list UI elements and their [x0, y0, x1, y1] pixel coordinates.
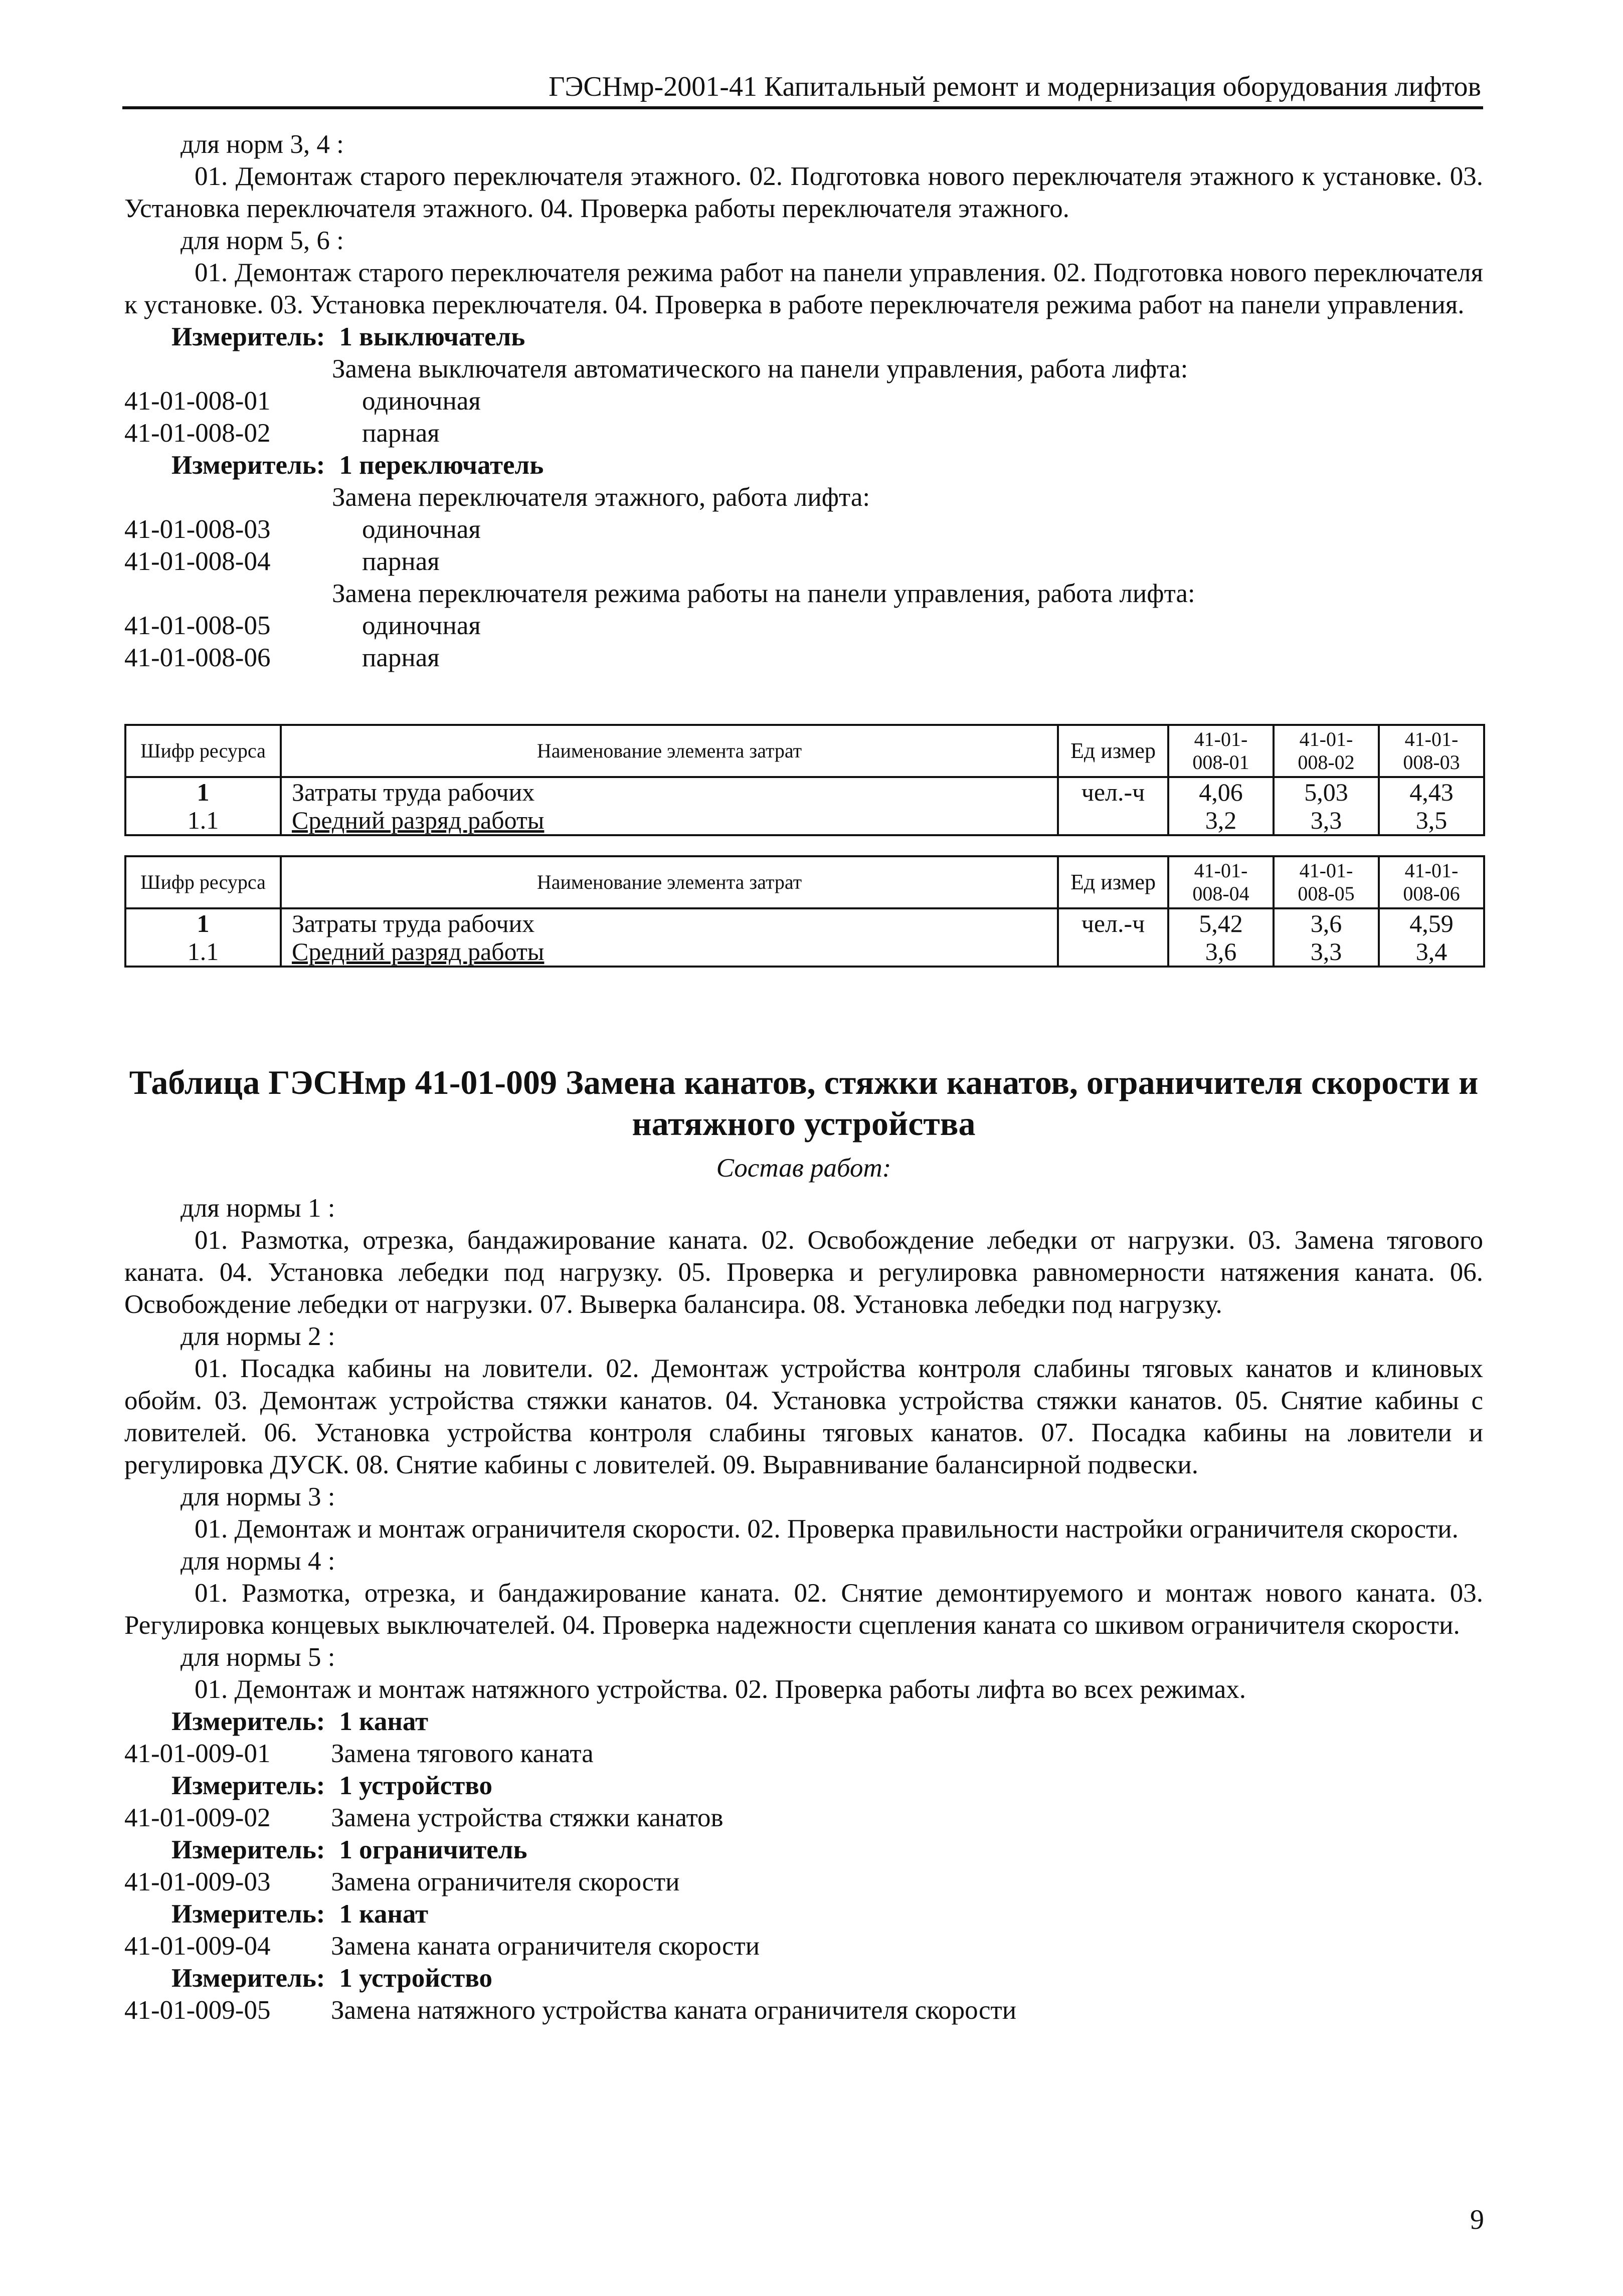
- column-header-norm: [1379, 725, 1484, 777]
- work-paragraph: 01. Демонтаж старого переключателя этажного. 02. Подготовка нового переключателя этажного к установке. 03. Установка переключателя этажного. 04. Проверка работы переключателя этажного.: [124, 162, 1483, 223]
- norm-label: для нормы 3 :: [181, 1482, 335, 1511]
- meter-label: Измеритель:: [171, 1771, 325, 1800]
- norm-row: [124, 642, 1483, 674]
- resource-table-2: [124, 855, 1485, 968]
- section-title: [124, 1062, 1483, 1144]
- norm-label: для норм 3, 4 :: [181, 130, 344, 159]
- meter-label: Измеритель:: [171, 1835, 325, 1864]
- norm-code: 41-01-008-06: [124, 643, 271, 672]
- norm-code-part: 008-05: [1298, 882, 1355, 905]
- norm-description: Замена выключателя автоматического на панели управления, работа лифта:: [332, 354, 1188, 384]
- norm-description: Замена переключателя этажного, работа лифта:: [332, 483, 870, 512]
- column-header-name: Наименование элемента затрат: [281, 725, 1058, 777]
- norm-text: Замена тягового каната: [331, 1739, 594, 1768]
- table-row: [125, 777, 1484, 806]
- section-title-line: натяжного устройства: [632, 1104, 976, 1142]
- column-header-unit: Ед измер: [1058, 725, 1168, 777]
- norm-code-part: 41-01-: [1194, 859, 1248, 882]
- resource-unit: [1058, 806, 1168, 835]
- resource-value: 4,06: [1168, 777, 1274, 806]
- norm-row: [124, 545, 1483, 578]
- resource-name: [281, 937, 1058, 967]
- resource-name: [281, 806, 1058, 835]
- resource-unit: чел.-ч: [1058, 777, 1168, 806]
- norm-text: одиночная: [362, 515, 481, 544]
- norm-row: [124, 610, 1483, 642]
- meter-line: [124, 1834, 1483, 1866]
- resource-value: 3,3: [1274, 937, 1379, 967]
- header-rule: [122, 106, 1483, 109]
- resource-name: Затраты труда рабочих: [281, 777, 1058, 806]
- resource-code: 1: [125, 908, 281, 937]
- resource-value: 4,59: [1379, 908, 1484, 937]
- resource-unit: [1058, 937, 1168, 967]
- norm-code-part: 41-01-: [1194, 728, 1248, 750]
- table-row: [125, 937, 1484, 967]
- resource-table-1: [124, 724, 1485, 836]
- meter-label: Измеритель:: [171, 1964, 325, 1993]
- norm-code-part: 41-01-: [1404, 728, 1459, 750]
- meter-line: [124, 1962, 1483, 1994]
- work-paragraph: 01. Размотка, отрезка, бандажирование каната. 02. Освобождение лебедки от нагрузки. 03. Замена тягового каната. 04. Установка лебедки под нагрузку. 05. Проверка и регулировка равномерности натяжения каната. 06. Освобождение лебедки от нагрузки. 07. Выверка балансира. 08. Установка лебедки под нагрузку.: [124, 1226, 1483, 1319]
- norm-code: 41-01-008-04: [124, 547, 271, 576]
- norm-code: 41-01-009-02: [124, 1803, 271, 1832]
- column-header-norm: [1168, 856, 1274, 908]
- column-header-code: Шифр ресурса: [125, 725, 281, 777]
- table-header-row: [125, 856, 1484, 908]
- norm-text: парная: [362, 419, 440, 448]
- running-header: ГЭСНмр-2001-41 Капитальный ремонт и модернизация оборудования лифтов: [549, 71, 1481, 102]
- norm-code: 41-01-008-01: [124, 387, 271, 416]
- norm-code-part: 41-01-: [1299, 728, 1353, 750]
- norm-text: Замена ограничителя скорости: [331, 1867, 680, 1896]
- resource-name-text: Средний разряд работы: [292, 937, 545, 966]
- norm-text: Замена устройства стяжки канатов: [331, 1803, 724, 1832]
- resource-value: 3,5: [1379, 806, 1484, 835]
- column-header-name: Наименование элемента затрат: [281, 856, 1058, 908]
- resource-value: 3,3: [1274, 806, 1379, 835]
- norm-row: [124, 1866, 1483, 1898]
- norm-code-part: 41-01-: [1299, 859, 1353, 882]
- norm-text: одиночная: [362, 611, 481, 640]
- norm-label: для нормы 1 :: [181, 1194, 335, 1223]
- norm-row: [124, 1802, 1483, 1834]
- norm-row: [124, 1930, 1483, 1962]
- resource-code: 1.1: [125, 937, 281, 967]
- resource-unit: чел.-ч: [1058, 908, 1168, 937]
- work-paragraph: 01. Демонтаж и монтаж ограничителя скорости. 02. Проверка правильности настройки ограничителя скорости.: [195, 1514, 1459, 1544]
- norm-label: для норм 5, 6 :: [181, 226, 344, 255]
- norm-label: для нормы 2 :: [181, 1322, 335, 1351]
- norm-code-part: 008-04: [1192, 882, 1249, 905]
- meter-value: 1 канат: [339, 1899, 429, 1929]
- resource-code: 1: [125, 777, 281, 806]
- norm-code-part: 008-01: [1192, 751, 1249, 774]
- meter-value: 1 ограничитель: [339, 1835, 527, 1864]
- resource-value: 3,6: [1168, 937, 1274, 967]
- meter-value: 1 устройство: [339, 1771, 493, 1800]
- norm-text: парная: [362, 643, 440, 672]
- column-header-unit: Ед измер: [1058, 856, 1168, 908]
- norm-text: Замена каната ограничителя скорости: [331, 1932, 760, 1961]
- table-header-row: [125, 725, 1484, 777]
- work-paragraph: 01. Посадка кабины на ловители. 02. Демонтаж устройства контроля слабины тяговых канатов и клиновых обойм. 03. Демонтаж устройства стяжки канатов. 04. Установка устройства стяжки канатов. 05. Снятие кабины с ловителей. 06. Установка устройства контроля слабины тяговых канатов. 07. Посадка кабины на ловители и регулировка ДУСК. 08. Снятие кабины с ловителей. 09. Выравнивание балансирной подвески.: [124, 1354, 1483, 1479]
- meter-line: [124, 1898, 1483, 1930]
- meter-label: Измеритель:: [171, 1899, 325, 1929]
- meter-line: [124, 1770, 1483, 1802]
- norm-label: для нормы 5 :: [181, 1643, 335, 1672]
- table-row: [125, 806, 1484, 835]
- resource-value: 4,43: [1379, 777, 1484, 806]
- column-header-norm: [1274, 725, 1379, 777]
- work-paragraph: 01. Размотка, отрезка, и бандажирование каната. 02. Снятие демонтируемого и монтаж нового каната. 03. Регулировка концевых выключателей. 04. Проверка надежности сцепления каната со шкивом ограничителя скорости.: [124, 1579, 1483, 1640]
- meter-label: Измеритель:: [171, 322, 325, 351]
- resource-value: 3,2: [1168, 806, 1274, 835]
- norm-code: 41-01-008-03: [124, 515, 271, 544]
- resource-value: 5,42: [1168, 908, 1274, 937]
- section-009-work-composition: [124, 1192, 1483, 2026]
- norm-code: 41-01-008-02: [124, 419, 271, 448]
- resource-value: 3,6: [1274, 908, 1379, 937]
- meter-line: [124, 1705, 1483, 1738]
- norm-code: 41-01-009-03: [124, 1867, 271, 1896]
- resource-name: Затраты труда рабочих: [281, 908, 1058, 937]
- meter-line: [124, 449, 1483, 481]
- norm-code-part: 008-06: [1403, 882, 1460, 905]
- work-composition-heading: Состав работ:: [716, 1154, 891, 1183]
- meter-line: [124, 321, 1483, 353]
- resource-name-text: Средний разряд работы: [292, 806, 545, 834]
- norm-code-part: 008-02: [1298, 751, 1355, 774]
- norm-text: парная: [362, 547, 440, 576]
- work-paragraph: 01. Демонтаж старого переключателя режима работ на панели управления. 02. Подготовка нового переключателя к установке. 03. Установка переключателя. 04. Проверка в работе переключателя режима работ на панели управления.: [124, 258, 1483, 319]
- table-row: [125, 908, 1484, 937]
- norm-row: [124, 1994, 1483, 2026]
- page-number: 9: [1470, 2204, 1484, 2235]
- resource-value: 3,4: [1379, 937, 1484, 967]
- resource-code: 1.1: [125, 806, 281, 835]
- norm-row: [124, 385, 1483, 417]
- section-008-work-composition: [124, 128, 1483, 674]
- norm-code: 41-01-009-04: [124, 1932, 271, 1961]
- norm-text: Замена натяжного устройства каната ограничителя скорости: [331, 1996, 1017, 2025]
- norm-code: 41-01-008-05: [124, 611, 271, 640]
- norm-description: Замена переключателя режима работы на панели управления, работа лифта:: [332, 579, 1195, 608]
- meter-value: 1 канат: [339, 1707, 429, 1736]
- norm-row: [124, 417, 1483, 449]
- meter-value: 1 устройство: [339, 1964, 493, 1993]
- column-header-norm: [1379, 856, 1484, 908]
- norm-row: [124, 513, 1483, 545]
- norm-text: одиночная: [362, 387, 481, 416]
- section-title-line: Таблица ГЭСНмр 41-01-009 Замена канатов, стяжки канатов, ограничителя скорости и: [129, 1063, 1479, 1101]
- resource-value: 5,03: [1274, 777, 1379, 806]
- column-header-norm: [1168, 725, 1274, 777]
- meter-value: 1 выключатель: [339, 322, 525, 351]
- column-header-norm: [1274, 856, 1379, 908]
- column-header-code: Шифр ресурса: [125, 856, 281, 908]
- meter-value: 1 переключатель: [339, 451, 544, 480]
- norm-label: для нормы 4 :: [181, 1547, 335, 1576]
- norm-code-part: 41-01-: [1404, 859, 1459, 882]
- norm-code: 41-01-009-01: [124, 1739, 271, 1768]
- norm-code: 41-01-009-05: [124, 1996, 271, 2025]
- meter-label: Измеритель:: [171, 451, 325, 480]
- norm-code-part: 008-03: [1403, 751, 1460, 774]
- norm-row: [124, 1738, 1483, 1770]
- meter-label: Измеритель:: [171, 1707, 325, 1736]
- work-paragraph: 01. Демонтаж и монтаж натяжного устройства. 02. Проверка работы лифта во всех режимах.: [195, 1675, 1246, 1704]
